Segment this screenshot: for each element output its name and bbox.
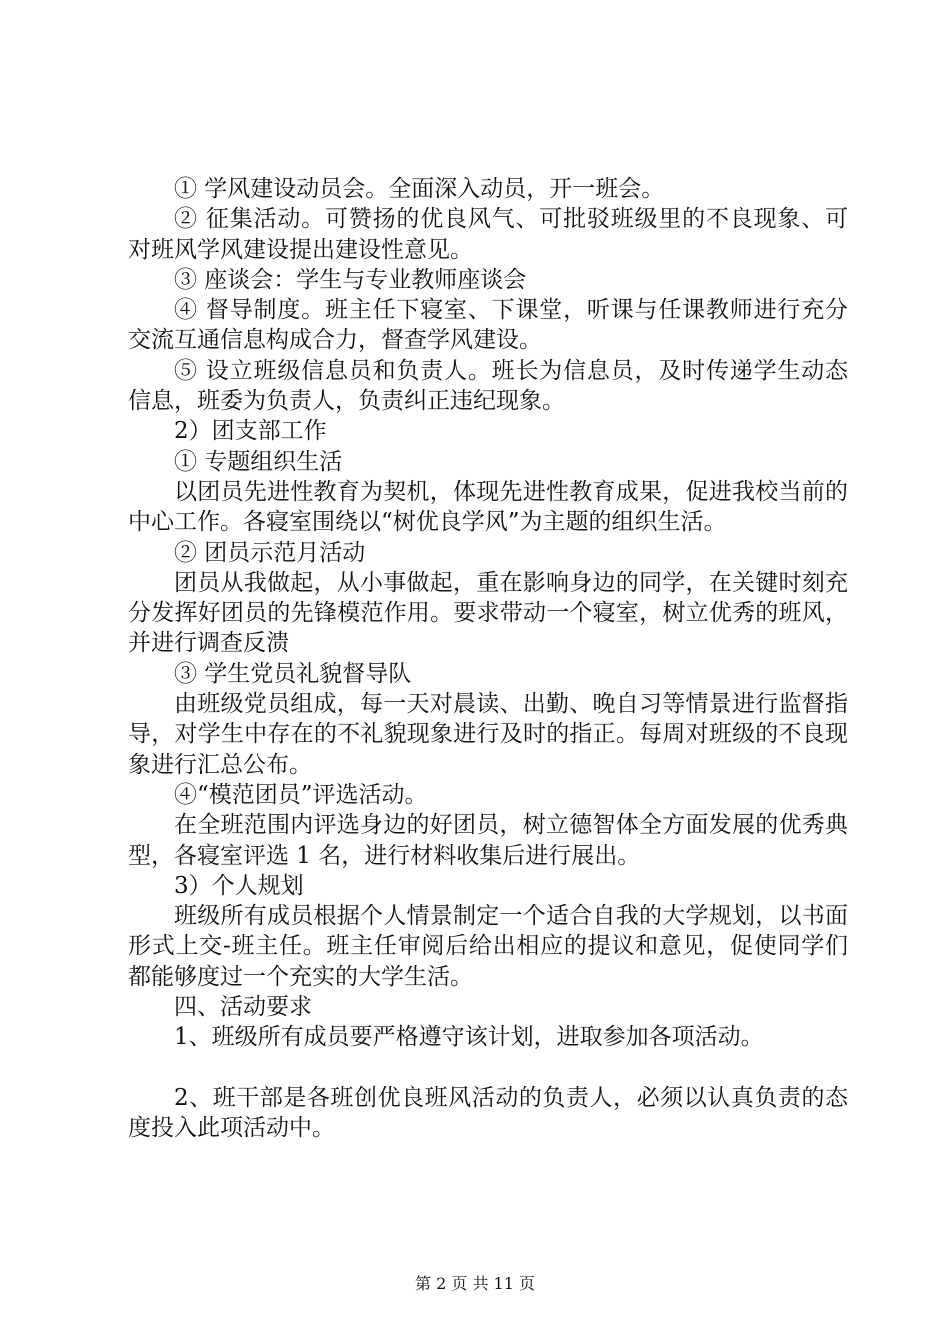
- paragraph: 以团员先进性教育为契机，体现先进性教育成果，促进我校当前的中心工作。各寝室围绕以“树优良学风”为主题的组织生活。: [128, 478, 848, 536]
- paragraph: ② 征集活动。可赞扬的优良风气、可批驳班级里的不良现象、可对班风学风建设提出建设性意见。: [128, 206, 848, 263]
- paragraph: 班级所有成员根据个人情景制定一个适合自我的大学规划，以书面形式上交-班主任。班主任审阅后给出相应的提议和意见，促使同学们都能够度过一个充实的大学生活。: [128, 903, 848, 990]
- subheading: ③ 学生党员礼貌督导队: [174, 660, 412, 687]
- paragraph: ① 学风建设动员会。全面深入动员，开一班会。: [174, 176, 665, 202]
- page-number-footer: 第 2 页 共 11 页: [415, 1274, 535, 1293]
- section-heading: 3）个人规划: [174, 872, 304, 899]
- subheading: ④“模范团员”评选活动。: [174, 781, 428, 808]
- paragraph: ⑤ 设立班级信息员和负责人。班长为信息员，及时传递学生动态信息，班委为负责人，负责纠正违纪现象。: [128, 357, 848, 415]
- paragraph: 由班级党员组成，每一天对晨读、出勤、晚自习等情景进行监督指导，对学生中存在的不礼貌现象进行及时的指正。每周对班级的不良现象进行汇总公布。: [128, 691, 848, 778]
- subheading: ① 专题组织生活: [174, 448, 343, 475]
- paragraph: 1、班级所有成员要严格遵守该计划，进取参加各项活动。: [174, 1024, 764, 1051]
- paragraph: 2、班干部是各班创优良班风活动的负责人，必须以认真负责的态度投入此项活动中。: [128, 1084, 848, 1141]
- document-body: [128, 174, 848, 1143]
- paragraph: ④ 督导制度。班主任下寝室、下课堂，听课与任课教师进行充分交流互通信息构成合力，督查学风建设。: [128, 297, 848, 354]
- paragraph: 团员从我做起，从小事做起，重在影响身边的同学，在关键时刻充分发挥好团员的先锋模范作用。要求带动一个寝室，树立优秀的班风，并进行调查反溃: [128, 569, 848, 657]
- section-heading: 四、活动要求: [174, 994, 312, 1021]
- paragraph: 在全班范围内评选身边的好团员，树立德智体全方面发展的优秀典型，各寝室评选 1 名，进行材料收集后进行展出。: [128, 812, 848, 869]
- paragraph: ③ 座谈会：学生与专业教师座谈会: [174, 266, 527, 293]
- section-heading: 2）团支部工作: [174, 418, 327, 445]
- subheading: ② 团员示范月活动: [174, 539, 366, 566]
